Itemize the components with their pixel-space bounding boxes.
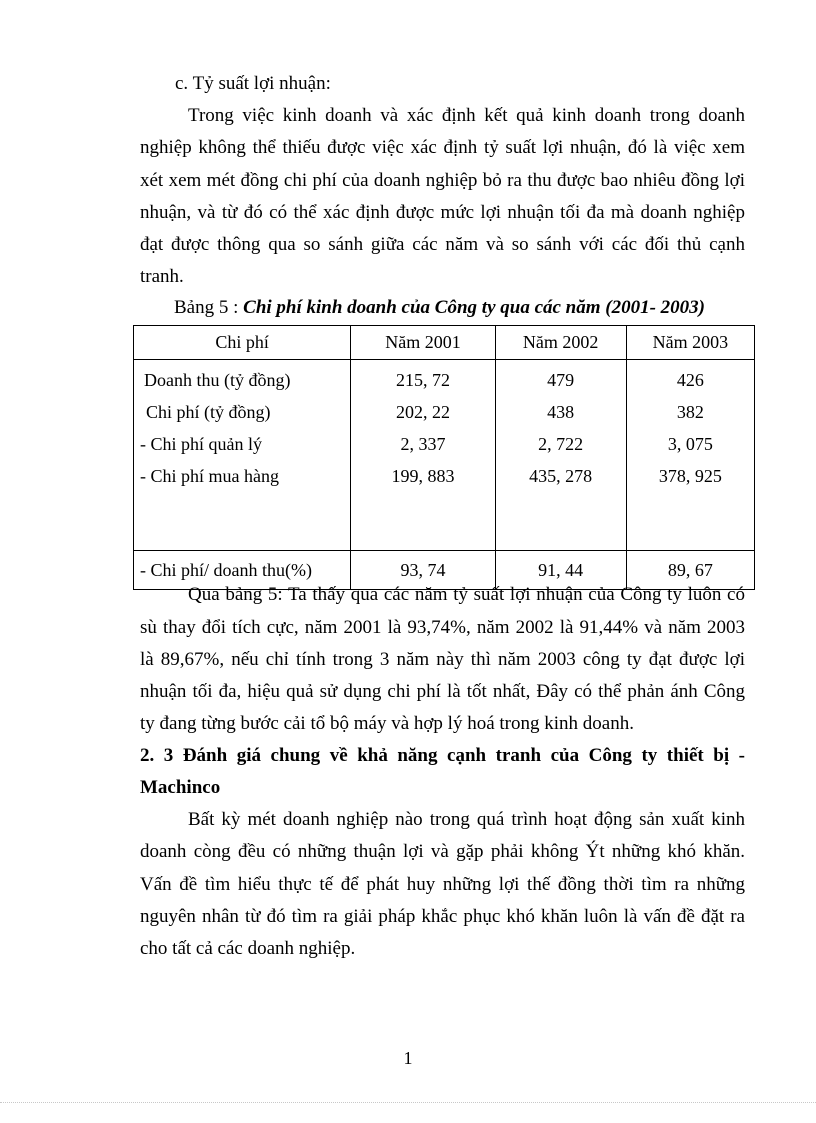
cost-table xyxy=(133,325,755,590)
section-23-heading-line-2: Machinco xyxy=(140,777,221,798)
row-label-management-cost: - Chi phí quản lý xyxy=(140,434,262,454)
section-23-line-2: doanh còng đều có những thuận lợi và gặp phải không Ýt những khó khăn. xyxy=(140,841,745,862)
row-label-revenue: Doanh thu (tỷ đồng) xyxy=(144,370,291,390)
table-caption xyxy=(174,297,705,319)
cell-management-2001: 2, 337 xyxy=(400,434,446,454)
cell-revenue-2002: 479 xyxy=(547,370,575,390)
cell-cost-2001: 202, 22 xyxy=(395,402,450,422)
table-caption-title: Chi phí kinh doanh của Công ty qua các năm (2001- 2003) xyxy=(243,297,706,318)
cell-ratio-2003: 89, 67 xyxy=(626,551,754,590)
cell-ratio-2002: 91, 44 xyxy=(495,551,626,590)
section-c-line-4: nhuận, và từ đó có thể xác định được mức lợi nhuận tối đa mà doanh nghiệp xyxy=(140,202,745,223)
page-bottom-divider xyxy=(0,1102,816,1103)
section-c-heading: c. Tỷ suất lợi nhuận: xyxy=(175,73,331,94)
cell-cost-2003: 382 xyxy=(676,402,704,422)
cell-purchase-2003: 378, 925 xyxy=(658,466,722,486)
cell-ratio-2001: 93, 74 xyxy=(351,551,495,590)
header-2001: Năm 2001 xyxy=(351,326,495,360)
cell-purchase-2002: 435, 278 xyxy=(529,466,593,486)
section-23-line-1: Bất kỳ mét doanh nghiệp nào trong quá trình hoạt động sản xuất kinh xyxy=(188,809,745,830)
section-c-line-3: xét xem mét đồng chi phí của doanh nghiệp bỏ ra thu được bao nhiêu đồng lợi xyxy=(140,170,745,191)
analysis-line-2: sù thay đổi tích cực, năm 2001 là 93,74%, năm 2002 là 91,44% và năm 2003 xyxy=(140,617,745,638)
row-label-purchase-cost: - Chi phí mua hàng xyxy=(140,466,279,486)
table-header-row xyxy=(134,326,755,360)
label-column xyxy=(134,360,351,551)
section-c-line-1: Trong việc kinh doanh và xác định kết quả kinh doanh trong doanh xyxy=(188,105,745,126)
analysis-line-4: nhuận tối đa, hiệu quả sử dụng chi phí là tốt nhất, Đây có thể phản ánh Công xyxy=(140,681,745,702)
column-2002 xyxy=(495,360,626,551)
cell-purchase-2001: 199, 883 xyxy=(391,466,455,486)
column-2001 xyxy=(351,360,495,551)
page-number: 1 xyxy=(403,1048,413,1068)
header-2002: Năm 2002 xyxy=(495,326,626,360)
section-23-line-5: cho tất cả các doanh nghiệp. xyxy=(140,938,356,959)
header-cost: Chi phí xyxy=(134,326,351,360)
table-caption-prefix: Bảng 5 : xyxy=(174,297,244,318)
analysis-line-3: là 89,67%, nếu chỉ tính trong 3 năm này thì năm 2003 công ty đạt được lợi xyxy=(140,649,745,670)
section-23-line-3: Vấn đề tìm hiểu thực tế để phát huy những lợi thế đồng thời tìm ra những xyxy=(140,874,745,895)
table-body-row xyxy=(134,360,755,551)
section-c-line-5: đạt được thông qua so sánh giữa các năm và so sánh với các đối thủ cạnh xyxy=(140,234,745,255)
section-23-line-4: nguyên nhân từ đó tìm ra giải pháp khắc phục khó khăn luôn là vấn đề đặt ra xyxy=(140,906,745,927)
section-c-line-2: nghiệp không thể thiếu được việc xác định tỷ suất lợi nhuận, đó là việc xem xyxy=(140,137,745,158)
section-c-line-6: tranh. xyxy=(140,266,184,287)
header-2003: Năm 2003 xyxy=(626,326,754,360)
analysis-line-1: Qua bảng 5: Ta thấy qua các năm tỷ suất lợi nhuận của Công ty luôn có xyxy=(188,584,745,605)
cell-revenue-2003: 426 xyxy=(676,370,704,390)
analysis-line-5: ty đang từng bước cải tổ bộ máy và hợp lý hoá trong kinh doanh. xyxy=(140,713,634,734)
cell-cost-2002: 438 xyxy=(547,402,575,422)
section-23-heading-line-1: 2. 3 Đánh giá chung về khả năng cạnh tranh của Công ty thiết bị - xyxy=(140,745,745,766)
cell-revenue-2001: 215, 72 xyxy=(395,370,450,390)
row-label-ratio: - Chi phí/ doanh thu(%) xyxy=(134,551,351,590)
cell-management-2002: 2, 722 xyxy=(538,434,584,454)
column-2003 xyxy=(626,360,754,551)
cell-management-2003: 3, 075 xyxy=(667,434,713,454)
row-label-cost: Chi phí (tỷ đồng) xyxy=(146,402,271,422)
